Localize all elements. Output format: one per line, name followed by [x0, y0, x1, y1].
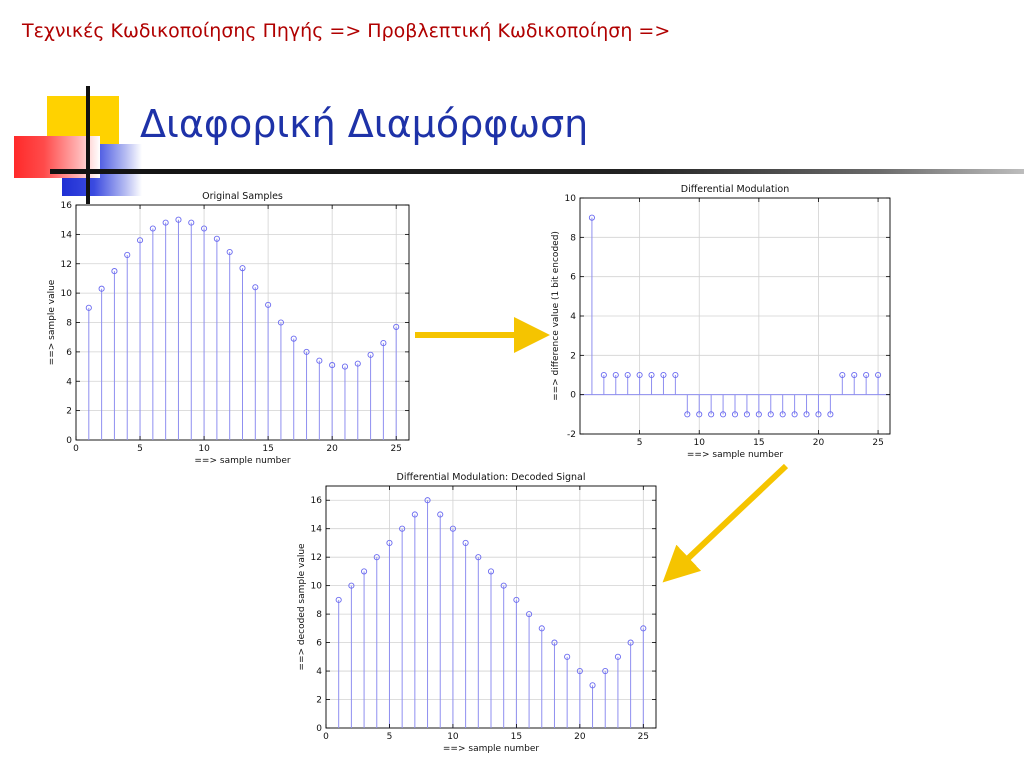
chart-title: Differential Modulation: Decoded Signal	[396, 472, 586, 483]
y-tick-label: 12	[60, 259, 72, 270]
y-tick-label: 8	[66, 318, 72, 329]
x-axis-label: ==> sample number	[442, 744, 540, 754]
x-tick-label: 20	[574, 732, 586, 742]
y-tick-label: 0	[570, 390, 576, 401]
y-axis-label: ==> decoded sample value	[297, 543, 307, 671]
y-tick-label: 14	[310, 524, 322, 535]
y-tick-label: 4	[570, 312, 576, 322]
x-tick-label: 25	[637, 732, 650, 742]
y-axis-label: ==> difference value (1 bit encoded)	[551, 231, 561, 401]
y-tick-label: 2	[316, 695, 322, 706]
x-tick-label: 0	[73, 444, 79, 454]
y-tick-label: 4	[66, 377, 72, 388]
x-tick-label: 20	[326, 444, 338, 454]
y-tick-label: 10	[60, 289, 72, 300]
y-tick-label: 4	[316, 667, 322, 678]
x-tick-label: 25	[390, 444, 402, 454]
x-tick-label: 25	[872, 438, 884, 448]
y-tick-label: 6	[316, 638, 322, 649]
x-tick-label: 5	[137, 444, 143, 454]
y-tick-label: 16	[310, 496, 322, 507]
arrow-down-left	[680, 466, 786, 566]
x-tick-label: 0	[323, 732, 329, 742]
breadcrumb: Τεχνικές Κωδικοποίησης Πηγής => Προβλεπτική Κωδικοποίηση =>	[22, 20, 671, 42]
y-tick-label: 12	[310, 553, 322, 564]
x-tick-label: 15	[510, 732, 523, 742]
y-tick-label: 8	[570, 233, 576, 244]
y-tick-label: 8	[316, 610, 322, 621]
y-tick-label: 10	[564, 194, 576, 204]
y-tick-label: 0	[316, 724, 322, 734]
x-axis-label: ==> sample number	[686, 450, 784, 460]
x-tick-label: 10	[198, 444, 210, 454]
x-tick-label: 10	[447, 732, 459, 742]
x-tick-label: 15	[753, 438, 765, 448]
x-tick-label: 5	[636, 438, 643, 448]
x-tick-label: 10	[693, 438, 705, 448]
y-axis-label: ==> sample value	[47, 279, 57, 366]
chart-title: Original Samples	[202, 191, 283, 202]
y-tick-label: 6	[570, 272, 576, 283]
x-axis-label: ==> sample number	[194, 456, 291, 466]
chart-title: Differential Modulation	[680, 184, 790, 195]
page-title: Διαφορική Διαμόρφωση	[140, 102, 589, 146]
x-tick-label: 15	[262, 444, 274, 454]
y-tick-label: 10	[310, 581, 322, 592]
y-tick-label: 2	[66, 406, 72, 417]
y-tick-label: 16	[60, 201, 72, 211]
x-tick-label: 20	[812, 438, 825, 448]
y-tick-label: 0	[66, 436, 72, 446]
y-tick-label: 6	[66, 347, 72, 358]
x-tick-label: 5	[386, 732, 393, 742]
y-tick-label: 2	[570, 351, 576, 362]
y-tick-label: -2	[567, 430, 576, 440]
y-tick-label: 14	[60, 230, 72, 241]
